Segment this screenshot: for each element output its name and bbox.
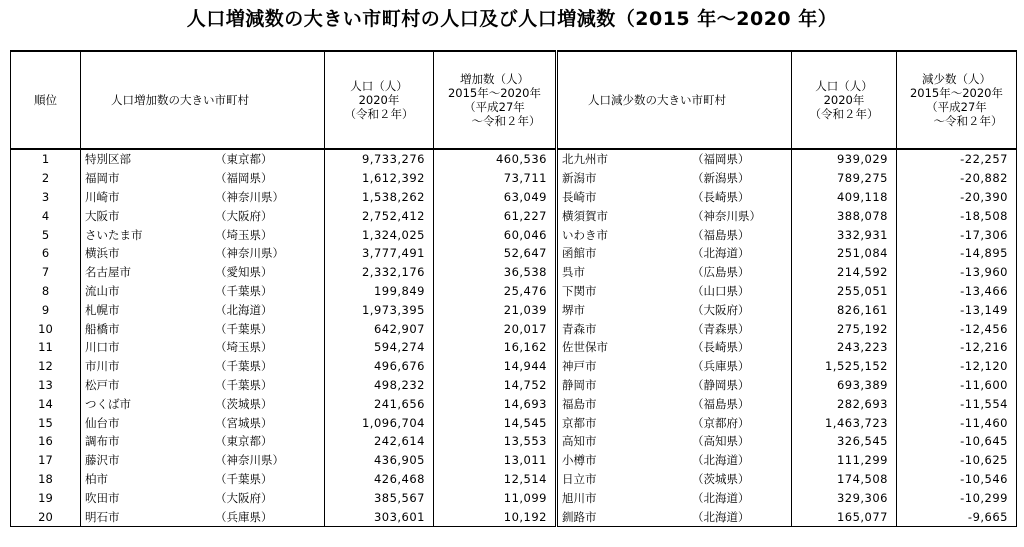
increase-population-cell: 242,614 [325, 432, 434, 451]
decrease-population-cell: 275,192 [792, 319, 897, 338]
rank-cell: 19 [11, 488, 81, 507]
increase-population-cell: 496,676 [325, 357, 434, 376]
decrease-change-cell: -20,390 [897, 188, 1017, 207]
increase-population-cell: 199,849 [325, 282, 434, 301]
increase-population-cell: 642,907 [325, 319, 434, 338]
header-line: 2020年 [823, 93, 865, 107]
decrease-change-cell: -13,960 [897, 263, 1017, 282]
rank-cell: 3 [11, 188, 81, 207]
prefecture-name: （福島県） [692, 227, 750, 242]
decrease-change-cell: -12,456 [897, 319, 1017, 338]
city-name: 京都市 [562, 415, 597, 430]
prefecture-name: （北海道） [215, 302, 273, 317]
prefecture-name: （千葉県） [215, 283, 273, 298]
table-row [11, 394, 1017, 413]
increase-city-cell [81, 206, 325, 225]
increase-change-cell: 13,553 [434, 432, 557, 451]
city-name: 神戸市 [562, 359, 597, 374]
increase-city-cell [81, 149, 325, 169]
decrease-population-cell: 1,463,723 [792, 413, 897, 432]
city-name: 札幌市 [85, 302, 120, 317]
city-name: つくば市 [85, 396, 131, 411]
table-row [11, 432, 1017, 451]
table-row [11, 225, 1017, 244]
prefecture-name: （長崎県） [692, 340, 750, 355]
increase-change-cell: 73,711 [434, 169, 557, 188]
increase-city-cell [81, 507, 325, 526]
city-name: 新潟市 [562, 171, 597, 186]
decrease-change-cell: -18,508 [897, 206, 1017, 225]
table-row [11, 169, 1017, 188]
city-name: さいたま市 [85, 227, 143, 242]
prefecture-name: （大阪府） [215, 490, 273, 505]
rank-cell: 18 [11, 470, 81, 489]
increase-change-cell: 52,647 [434, 244, 557, 263]
increase-population-cell: 241,656 [325, 394, 434, 413]
decrease-population-cell: 282,693 [792, 394, 897, 413]
prefecture-name: （大阪府） [215, 208, 273, 223]
increase-population-cell: 436,905 [325, 451, 434, 470]
header-line: ～令和２年） [448, 114, 541, 128]
increase-city-cell [81, 244, 325, 263]
increase-city-cell [81, 282, 325, 301]
prefecture-name: （兵庫県） [215, 509, 273, 524]
rank-cell: 4 [11, 206, 81, 225]
table-row [11, 149, 1017, 169]
increase-city-cell [81, 319, 325, 338]
decrease-city-cell [557, 319, 792, 338]
city-name: 川口市 [85, 340, 120, 355]
city-name: 大阪市 [85, 208, 120, 223]
header-line: 2015年～2020年 [909, 86, 1004, 100]
decrease-population-cell: 388,078 [792, 206, 897, 225]
prefecture-name: （神奈川県） [215, 189, 284, 204]
header-decrease-change [897, 51, 1017, 149]
rank-cell: 14 [11, 394, 81, 413]
prefecture-name: （愛知県） [215, 265, 273, 280]
decrease-city-cell [557, 244, 792, 263]
decrease-population-cell: 251,084 [792, 244, 897, 263]
decrease-population-cell: 111,299 [792, 451, 897, 470]
city-name: 函館市 [562, 246, 597, 261]
ranking-table [10, 50, 1017, 527]
increase-city-cell [81, 470, 325, 489]
prefecture-name: （宮城県） [215, 415, 273, 430]
page-title: 人口増減数の大きい市町村の人口及び人口増減数（2015 年～2020 年） [186, 8, 838, 30]
prefecture-name: （埼玉県） [215, 340, 273, 355]
increase-city-cell [81, 357, 325, 376]
decrease-change-cell: -20,882 [897, 169, 1017, 188]
prefecture-name: （東京都） [215, 152, 273, 167]
decrease-change-cell: -9,665 [897, 507, 1017, 526]
increase-change-cell: 14,944 [434, 357, 557, 376]
decrease-population-cell: 693,389 [792, 376, 897, 395]
prefecture-name: （福岡県） [692, 152, 750, 167]
decrease-city-cell [557, 149, 792, 169]
header-increase-population [325, 51, 434, 149]
increase-city-cell [81, 376, 325, 395]
prefecture-name: （千葉県） [215, 471, 273, 486]
city-name: 調布市 [85, 434, 120, 449]
decrease-population-cell: 326,545 [792, 432, 897, 451]
table-row [11, 300, 1017, 319]
table-row [11, 263, 1017, 282]
table-row [11, 188, 1017, 207]
decrease-change-cell: -17,306 [897, 225, 1017, 244]
table-row [11, 470, 1017, 489]
table-row [11, 282, 1017, 301]
increase-change-cell: 460,536 [434, 149, 557, 169]
decrease-city-cell [557, 282, 792, 301]
decrease-change-cell: -10,645 [897, 432, 1017, 451]
city-name: 特別区部 [85, 152, 131, 167]
increase-city-cell [81, 188, 325, 207]
increase-population-cell: 594,274 [325, 338, 434, 357]
increase-city-cell [81, 432, 325, 451]
decrease-city-cell [557, 169, 792, 188]
rank-cell: 17 [11, 451, 81, 470]
increase-change-cell: 63,049 [434, 188, 557, 207]
prefecture-name: （青森県） [692, 321, 750, 336]
increase-population-cell: 1,538,262 [325, 188, 434, 207]
city-name: 横浜市 [85, 246, 120, 261]
rank-cell: 12 [11, 357, 81, 376]
header-line: 2020年 [358, 93, 400, 107]
increase-change-cell: 21,039 [434, 300, 557, 319]
header-line: （平成27年 [464, 100, 525, 114]
city-name: 下関市 [562, 283, 597, 298]
increase-city-cell [81, 300, 325, 319]
city-name: 小樽市 [562, 453, 597, 468]
rank-cell: 6 [11, 244, 81, 263]
decrease-city-cell [557, 394, 792, 413]
prefecture-name: （北海道） [692, 490, 750, 505]
decrease-change-cell: -14,895 [897, 244, 1017, 263]
decrease-city-cell [557, 206, 792, 225]
decrease-population-cell: 165,077 [792, 507, 897, 526]
city-name: 北九州市 [562, 152, 608, 167]
decrease-population-cell: 255,051 [792, 282, 897, 301]
decrease-city-cell [557, 300, 792, 319]
increase-change-cell: 14,545 [434, 413, 557, 432]
increase-population-cell: 385,567 [325, 488, 434, 507]
city-name: 釧路市 [562, 509, 597, 524]
rank-cell: 11 [11, 338, 81, 357]
city-name: 明石市 [85, 509, 120, 524]
prefecture-name: （福島県） [692, 396, 750, 411]
decrease-city-cell [557, 263, 792, 282]
decrease-city-cell [557, 188, 792, 207]
increase-population-cell: 1,096,704 [325, 413, 434, 432]
increase-city-cell [81, 451, 325, 470]
header-line: 減少数（人） [922, 72, 991, 86]
decrease-change-cell: -11,554 [897, 394, 1017, 413]
increase-change-cell: 13,011 [434, 451, 557, 470]
prefecture-name: （静岡県） [692, 377, 750, 392]
city-name: いわき市 [562, 227, 608, 242]
decrease-population-cell: 939,029 [792, 149, 897, 169]
decrease-city-cell [557, 225, 792, 244]
table-row [11, 376, 1017, 395]
decrease-population-cell: 409,118 [792, 188, 897, 207]
decrease-population-cell: 1,525,152 [792, 357, 897, 376]
prefecture-name: （神奈川県） [215, 246, 284, 261]
increase-city-cell [81, 338, 325, 357]
increase-city-cell [81, 169, 325, 188]
increase-population-cell: 498,232 [325, 376, 434, 395]
increase-change-cell: 16,162 [434, 338, 557, 357]
header-line: ～令和２年） [910, 114, 1003, 128]
prefecture-name: （埼玉県） [215, 227, 273, 242]
decrease-city-cell [557, 432, 792, 451]
decrease-city-cell [557, 413, 792, 432]
prefecture-name: （福岡県） [215, 171, 273, 186]
increase-change-cell: 14,693 [434, 394, 557, 413]
city-name: 横須賀市 [562, 208, 608, 223]
table-row [11, 206, 1017, 225]
decrease-city-cell [557, 507, 792, 526]
header-rank: 順位 [11, 51, 81, 149]
increase-change-cell: 20,017 [434, 319, 557, 338]
decrease-population-cell: 214,592 [792, 263, 897, 282]
city-name: 高知市 [562, 434, 597, 449]
header-increase-city: 人口増加数の大きい市町村 [81, 51, 325, 149]
decrease-population-cell: 174,508 [792, 470, 897, 489]
decrease-change-cell: -11,460 [897, 413, 1017, 432]
header-line: 2015年～2020年 [447, 86, 542, 100]
header-line: （令和２年） [809, 107, 879, 121]
increase-city-cell [81, 394, 325, 413]
city-name: 流山市 [85, 283, 120, 298]
city-name: 藤沢市 [85, 453, 120, 468]
rank-cell: 8 [11, 282, 81, 301]
increase-city-cell [81, 225, 325, 244]
city-name: 柏市 [85, 471, 108, 486]
prefecture-name: （神奈川県） [692, 208, 761, 223]
increase-change-cell: 11,099 [434, 488, 557, 507]
city-name: 名古屋市 [85, 265, 131, 280]
increase-change-cell: 25,476 [434, 282, 557, 301]
increase-change-cell: 60,046 [434, 225, 557, 244]
rank-cell: 1 [11, 149, 81, 169]
table-row [11, 319, 1017, 338]
increase-population-cell: 426,468 [325, 470, 434, 489]
increase-change-cell: 10,192 [434, 507, 557, 526]
decrease-population-cell: 826,161 [792, 300, 897, 319]
decrease-city-cell [557, 488, 792, 507]
city-name: 船橋市 [85, 321, 120, 336]
table-row [11, 244, 1017, 263]
decrease-change-cell: -10,299 [897, 488, 1017, 507]
decrease-change-cell: -12,120 [897, 357, 1017, 376]
rank-cell: 2 [11, 169, 81, 188]
increase-change-cell: 61,227 [434, 206, 557, 225]
table-row [11, 338, 1017, 357]
city-name: 長崎市 [562, 189, 597, 204]
table-row [11, 507, 1017, 526]
prefecture-name: （東京都） [215, 434, 273, 449]
header-line: 人口（人） [815, 79, 873, 93]
decrease-city-cell [557, 338, 792, 357]
prefecture-name: （茨城県） [215, 396, 273, 411]
increase-change-cell: 14,752 [434, 376, 557, 395]
table-body [11, 149, 1017, 526]
prefecture-name: （京都府） [692, 415, 750, 430]
decrease-change-cell: -11,600 [897, 376, 1017, 395]
header-decrease-city: 人口減少数の大きい市町村 [557, 51, 792, 149]
increase-population-cell: 1,973,395 [325, 300, 434, 319]
city-name: 日立市 [562, 471, 597, 486]
header-line: 増加数（人） [460, 72, 529, 86]
city-name: 青森市 [562, 321, 597, 336]
table-row [11, 413, 1017, 432]
increase-population-cell: 1,612,392 [325, 169, 434, 188]
decrease-population-cell: 243,223 [792, 338, 897, 357]
increase-change-cell: 12,514 [434, 470, 557, 489]
increase-population-cell: 2,332,176 [325, 263, 434, 282]
table-row [11, 357, 1017, 376]
table-row [11, 451, 1017, 470]
header-increase-change [434, 51, 557, 149]
city-name: 福岡市 [85, 171, 120, 186]
header-row [11, 51, 1017, 149]
decrease-population-cell: 789,275 [792, 169, 897, 188]
prefecture-name: （大阪府） [692, 302, 750, 317]
prefecture-name: （北海道） [692, 509, 750, 524]
city-name: 呉市 [562, 265, 585, 280]
city-name: 静岡市 [562, 377, 597, 392]
decrease-city-cell [557, 357, 792, 376]
decrease-change-cell: -10,546 [897, 470, 1017, 489]
rank-cell: 7 [11, 263, 81, 282]
rank-cell: 5 [11, 225, 81, 244]
city-name: 佐世保市 [562, 340, 608, 355]
decrease-change-cell: -22,257 [897, 149, 1017, 169]
increase-population-cell: 3,777,491 [325, 244, 434, 263]
prefecture-name: （千葉県） [215, 377, 273, 392]
rank-cell: 13 [11, 376, 81, 395]
rank-cell: 10 [11, 319, 81, 338]
city-name: 堺市 [562, 302, 585, 317]
decrease-change-cell: -12,216 [897, 338, 1017, 357]
prefecture-name: （長崎県） [692, 189, 750, 204]
rank-cell: 9 [11, 300, 81, 319]
header-line: 人口（人） [350, 79, 408, 93]
prefecture-name: （北海道） [692, 453, 750, 468]
city-name: 川崎市 [85, 189, 120, 204]
increase-city-cell [81, 488, 325, 507]
increase-city-cell [81, 263, 325, 282]
prefecture-name: （新潟県） [692, 171, 750, 186]
prefecture-name: （神奈川県） [215, 453, 284, 468]
prefecture-name: （千葉県） [215, 359, 273, 374]
prefecture-name: （高知県） [692, 434, 750, 449]
decrease-city-cell [557, 470, 792, 489]
header-decrease-population [792, 51, 897, 149]
decrease-change-cell: -13,466 [897, 282, 1017, 301]
prefecture-name: （北海道） [692, 246, 750, 261]
rank-cell: 16 [11, 432, 81, 451]
decrease-population-cell: 329,306 [792, 488, 897, 507]
prefecture-name: （兵庫県） [692, 359, 750, 374]
decrease-population-cell: 332,931 [792, 225, 897, 244]
city-name: 旭川市 [562, 490, 597, 505]
decrease-change-cell: -10,625 [897, 451, 1017, 470]
decrease-city-cell [557, 376, 792, 395]
increase-city-cell [81, 413, 325, 432]
increase-population-cell: 9,733,276 [325, 149, 434, 169]
city-name: 吹田市 [85, 490, 120, 505]
prefecture-name: （茨城県） [692, 471, 750, 486]
city-name: 松戸市 [85, 377, 120, 392]
city-name: 福島市 [562, 396, 597, 411]
increase-population-cell: 1,324,025 [325, 225, 434, 244]
increase-population-cell: 2,752,412 [325, 206, 434, 225]
decrease-city-cell [557, 451, 792, 470]
prefecture-name: （山口県） [692, 283, 750, 298]
header-line: （平成27年 [926, 100, 987, 114]
header-line: （令和２年） [344, 107, 414, 121]
decrease-change-cell: -13,149 [897, 300, 1017, 319]
table-row [11, 488, 1017, 507]
increase-change-cell: 36,538 [434, 263, 557, 282]
rank-cell: 20 [11, 507, 81, 526]
prefecture-name: （広島県） [692, 265, 750, 280]
city-name: 市川市 [85, 359, 120, 374]
prefecture-name: （千葉県） [215, 321, 273, 336]
rank-cell: 15 [11, 413, 81, 432]
increase-population-cell: 303,601 [325, 507, 434, 526]
city-name: 仙台市 [85, 415, 120, 430]
